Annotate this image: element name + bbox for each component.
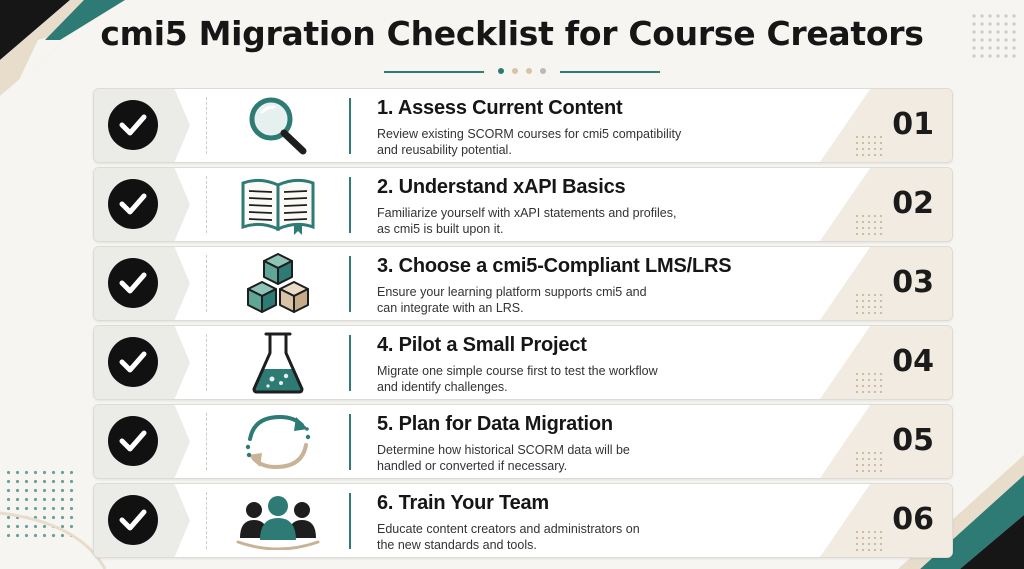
step-number: 03 [892,265,934,300]
open-book-icon [234,172,322,237]
step-title: 4. Pilot a Small Project [377,334,587,356]
step-number: 05 [892,423,934,458]
page-title: cmi5 Migration Checklist for Course Creators [100,14,924,53]
step-number: 06 [892,502,934,537]
checkmark-icon[interactable] [108,100,158,150]
step-title: 5. Plan for Data Migration [377,413,613,435]
step-number: 02 [892,186,934,221]
checklist-item [93,88,953,163]
sync-arrows-icon [234,409,322,474]
checkmark-icon[interactable] [108,416,158,466]
checklist [93,88,953,562]
checklist-item [93,483,953,558]
checkmark-icon[interactable] [108,337,158,387]
checkmark-icon[interactable] [108,179,158,229]
step-description: Familiarize yourself with xAPI statements and profiles, as cmi5 is built upon it. [377,206,677,236]
step-title: 1. Assess Current Content [377,97,623,119]
checklist-item [93,325,953,400]
team-icon [234,488,322,553]
step-title: 3. Choose a cmi5-Compliant LMS/LRS [377,255,732,277]
checkmark-icon[interactable] [108,258,158,308]
step-description: Review existing SCORM courses for cmi5 compatibility and reusability potential. [377,127,682,157]
step-description: Migrate one simple course first to test the workflow and identify challenges. [377,364,658,394]
checklist-item [93,404,953,479]
cubes-icon [234,251,322,316]
checklist-item [93,167,953,242]
step-title: 6. Train Your Team [377,492,550,514]
checkmark-icon[interactable] [108,495,158,545]
magnifying-glass-icon [234,93,322,158]
step-number: 04 [892,344,934,379]
step-title: 2. Understand xAPI Basics [377,176,626,198]
checklist-item [93,246,953,321]
title-divider [384,70,660,74]
step-number: 01 [892,107,934,142]
step-description: Ensure your learning platform supports cmi5 and can integrate with an LRS. [377,285,647,315]
step-description: Determine how historical SCORM data will be handled or converted if necessary. [377,443,630,473]
flask-icon [234,330,322,395]
step-description: Educate content creators and administrators on the new standards and tools. [377,522,640,552]
